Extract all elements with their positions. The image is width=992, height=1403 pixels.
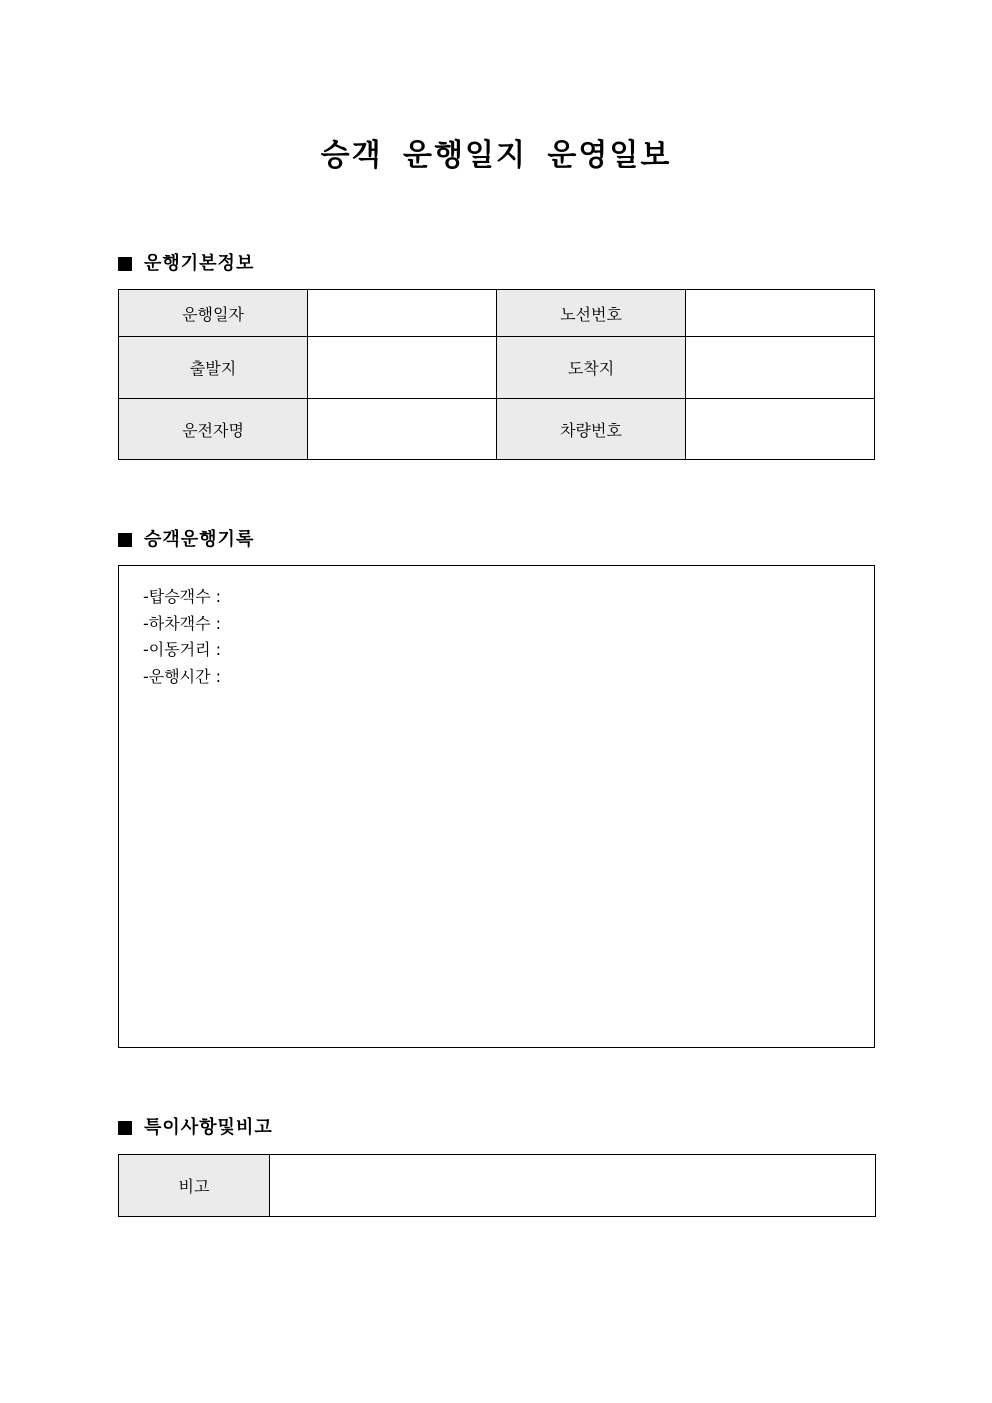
basic-info-table	[118, 289, 875, 460]
field-label-operation-date: 운행일자	[119, 290, 308, 337]
square-bullet-icon	[118, 533, 132, 547]
notes-table	[118, 1154, 876, 1217]
passenger-record-box[interactable]	[118, 565, 875, 1048]
table-row	[119, 1155, 876, 1217]
field-label-vehicle-number: 차량번호	[497, 399, 686, 460]
driver-name-field[interactable]	[308, 399, 497, 460]
field-label-driver-name: 운전자명	[119, 399, 308, 460]
field-label-departure: 출발지	[119, 337, 308, 399]
table-row	[119, 290, 875, 337]
field-label-route-number: 노선번호	[497, 290, 686, 337]
field-label-remarks: 비고	[119, 1155, 270, 1217]
record-line-boarding-count: -탑승객수 :	[143, 587, 222, 606]
square-bullet-icon	[118, 1121, 132, 1135]
section-heading-label: 운행기본정보	[144, 253, 255, 274]
vehicle-number-field[interactable]	[686, 399, 875, 460]
record-line-distance: -이동거리 :	[143, 640, 222, 659]
section-heading-notes	[118, 1116, 273, 1140]
record-line-operation-time: -운행시간 :	[143, 666, 222, 686]
table-row	[119, 399, 875, 460]
section-heading-passenger-record	[118, 528, 254, 552]
square-bullet-icon	[118, 257, 132, 271]
page-title: 승객 운행일지 운영일보	[320, 138, 672, 173]
section-heading-label: 특이사항및비고	[144, 1117, 273, 1138]
departure-field[interactable]	[308, 337, 497, 399]
operation-date-field[interactable]	[308, 290, 497, 337]
remarks-field[interactable]	[270, 1155, 876, 1217]
record-line-alighting-count: -하차객수 :	[143, 613, 222, 633]
table-row	[119, 337, 875, 399]
arrival-field[interactable]	[686, 337, 875, 399]
section-heading-basic-info	[118, 252, 254, 276]
route-number-field[interactable]	[686, 290, 875, 337]
field-label-arrival: 도착지	[497, 337, 686, 399]
section-heading-label: 승객운행기록	[144, 529, 255, 550]
